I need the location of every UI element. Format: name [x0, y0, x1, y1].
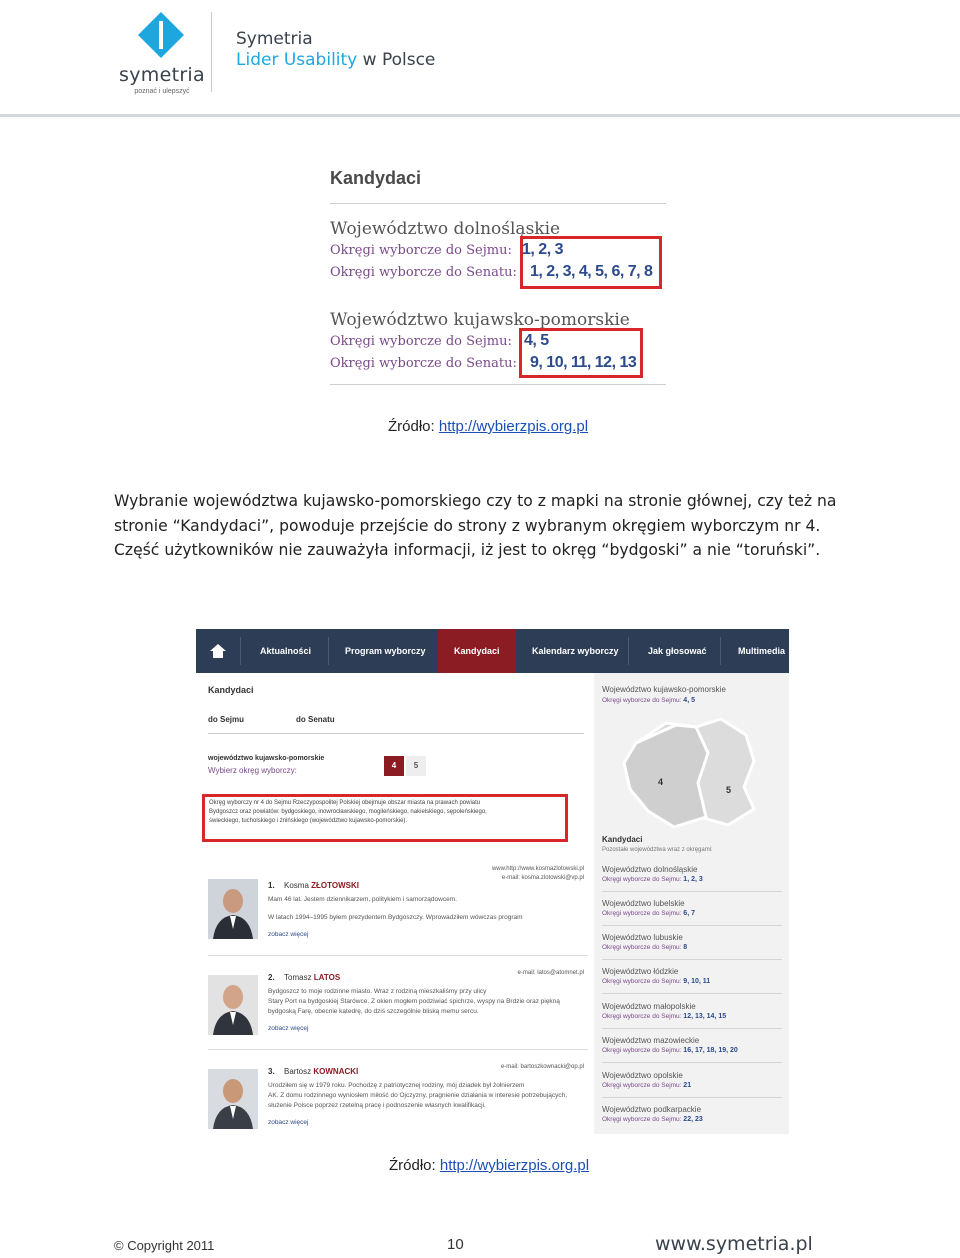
sidebar-region[interactable]: Województwo lubelskie — [602, 899, 685, 908]
paragraph-line: stronie “Kandydaci”, powoduje przejście do strony z wybranym okręgiem wyborczym nr 4. — [114, 516, 821, 535]
nav-jak-glosowac[interactable]: Jak głosować — [648, 646, 707, 656]
candidate-rule — [208, 955, 588, 956]
sidebar-region-districts — [602, 1013, 726, 1020]
sidebar-current-region: Województwo kujawsko-pomorskie — [602, 685, 726, 694]
see-more-link[interactable]: zobacz więcej — [268, 1025, 309, 1032]
candidate-bio-line: Stary Port na bydgoskiej Starówce. Z okien mogłem podziwiać spichrze, wyspy na Brdzie oraz piękną bydgoską Farę, obecnie katedrę, do dziś szczególnie bliską memu sercu. — [268, 998, 560, 1015]
highlight-box — [202, 794, 568, 842]
figure1-region-2-senat-nums: 9, 10, 11, 12, 13 — [530, 354, 637, 371]
sidebar-rule — [602, 1062, 782, 1063]
sidebar-nums[interactable]: 22, 23 — [683, 1116, 703, 1123]
nav-aktualnosci[interactable]: Aktualności — [260, 646, 312, 656]
district-info-line: świeckiego, tucholskiego i żnińskiego (województwo kujawsko-pomorskie). — [209, 818, 408, 824]
kandydaci-heading: Kandydaci — [208, 685, 254, 695]
candidate-mail[interactable]: e-mail: kosma.zlotowski@vp.pl — [501, 875, 584, 881]
logo-tagline: poznać i ulepszyć — [134, 88, 190, 95]
highlight-box — [519, 328, 643, 378]
candidate-contact — [518, 969, 584, 978]
figure1-region-2: Województwo kujawsko-pomorskie — [330, 310, 630, 330]
sidebar-label: Okręgi wyborcze do Sejmu: — [602, 1047, 682, 1054]
sidebar-region-districts — [602, 1116, 703, 1123]
screenshot-district-page — [196, 629, 789, 1134]
nav-separator — [720, 637, 721, 665]
candidate-web[interactable]: www.http://www.kosmazlotowski.pl — [491, 866, 584, 872]
sidebar-rule — [602, 959, 782, 960]
candidate-bio — [268, 987, 584, 1017]
sidebar-region[interactable]: Województwo opolskie — [602, 1071, 683, 1080]
sidebar-region-districts — [602, 978, 710, 985]
nav-multimedia[interactable]: Multimedia — [738, 646, 786, 656]
district-button-5[interactable]: 5 — [406, 756, 426, 776]
candidate-first-name: Bartosz — [284, 1067, 312, 1076]
sidebar-nums[interactable]: 4, 5 — [683, 697, 695, 704]
candidate-photo — [208, 975, 258, 1035]
footer-website[interactable]: www.symetria.pl — [655, 1233, 813, 1255]
candidate-bio-line: Bydgoszcz to moje rodzinne miasto. Wraz z rodziną mieszkaliśmy przy ulicy — [268, 988, 487, 995]
sidebar-region[interactable]: Województwo mazowieckie — [602, 1036, 700, 1045]
candidate-number: 2. — [268, 973, 275, 982]
screenshot-kandydaci — [326, 162, 671, 392]
sidebar-nums[interactable]: 9, 10, 11 — [683, 978, 711, 985]
nav-separator — [328, 637, 329, 665]
sidebar-region-districts — [602, 944, 687, 951]
candidate-contact — [501, 1063, 584, 1072]
nav-kalendarz[interactable]: Kalendarz wyborczy — [532, 646, 619, 656]
candidate-first-name: Tomasz — [284, 973, 312, 982]
candidate-surname: ZŁOTOWSKI — [311, 881, 359, 890]
source-link[interactable]: http://wybierzpis.org.pl — [439, 1157, 590, 1174]
candidate-first-name: Kosma — [284, 881, 309, 890]
figure1-rule — [330, 203, 666, 204]
sidebar-region-districts — [602, 1082, 691, 1089]
top-navigation — [196, 629, 789, 673]
sidebar-label: Okręgi wyborcze do Sejmu: — [602, 1116, 682, 1123]
sidebar-label: Okręgi wyborcze do Sejmu: — [602, 876, 682, 883]
sidebar-region[interactable]: Województwo łódzkie — [602, 967, 679, 976]
body-paragraph — [114, 489, 874, 563]
sidebar-rule — [602, 1028, 782, 1029]
candidate-name — [284, 973, 340, 982]
candidate-bio-line: W latach 1994–1995 byłem prezydentem Bydgoszczy. Wprowadziłem wówczas program — [268, 914, 523, 921]
figure1-region-1-sejm-label: Okręgi wyborcze do Sejmu: — [330, 243, 512, 258]
sidebar-region[interactable]: Województwo lubuskie — [602, 933, 683, 942]
sidebar-list-subtitle: Pozostałe województwa wraz z okręgami: — [602, 847, 713, 853]
district-content — [196, 673, 594, 1134]
sidebar-rule — [602, 993, 782, 994]
district-button-4[interactable]: 4 — [384, 756, 404, 776]
region-map[interactable] — [616, 713, 766, 833]
sidebar-region[interactable]: Województwo małopolskie — [602, 1002, 696, 1011]
brand-name: Symetria — [236, 29, 313, 49]
source-label: Źródło: — [389, 1157, 436, 1174]
candidate-surname: KOWNACKI — [313, 1067, 359, 1076]
candidate-name — [284, 881, 359, 890]
candidate-bio — [268, 1081, 584, 1111]
sidebar-nums[interactable]: 8 — [683, 944, 688, 951]
district-info-line: Okręg wyborczy nr 4 do Sejmu Rzeczypospolitej Polskiej obejmuje obszar miasta na prawach powiatu — [209, 800, 481, 806]
sidebar-label: Okręgi wyborcze do Sejmu: — [602, 697, 682, 704]
candidate-bio-line: AK. Z domu rodzinnego wyniosłem miłość do Ojczyzny, pragnienie działania w interesie potrzebujących, służenie Polsce poprzez rzetelną pracę i podnoszenie własnych kwalifikacji. — [268, 1092, 568, 1109]
sidebar-rule — [602, 925, 782, 926]
candidate-number: 3. — [268, 1067, 275, 1076]
candidate-photo — [208, 879, 258, 939]
symetria-logo — [116, 8, 208, 98]
sidebar-nums[interactable]: 12, 13, 14, 15 — [683, 1013, 727, 1020]
header-rule — [0, 114, 960, 117]
sidebar-nums[interactable]: 6, 7 — [683, 910, 695, 917]
map-label-5: 5 — [726, 785, 732, 795]
figure1-region-2-sejm-label: Okręgi wyborcze do Sejmu: — [330, 334, 512, 349]
candidate-contact — [492, 865, 584, 883]
figure1-region-1-sejm-nums: 1, 2, 3 — [522, 241, 563, 258]
sidebar-region[interactable]: Województwo dolnośląskie — [602, 865, 698, 874]
sidebar-nums[interactable]: 1, 2, 3 — [683, 876, 703, 883]
sidebar-region-districts — [602, 876, 703, 883]
tabs-rule — [208, 733, 584, 734]
header-divider — [211, 12, 212, 92]
figure1-region-2-senat-label: Okręgi wyborcze do Senatu: — [330, 356, 517, 371]
nav-separator — [240, 637, 241, 665]
figure1-rule — [330, 384, 666, 385]
sidebar-label: Okręgi wyborcze do Sejmu: — [602, 1082, 682, 1089]
sidebar-label: Okręgi wyborcze do Sejmu: — [602, 944, 682, 951]
figure1-title: Kandydaci — [330, 168, 422, 188]
candidate-mail[interactable]: e-mail: bartoszkownacki@op.pl — [500, 1064, 584, 1070]
sidebar-label: Okręgi wyborcze do Sejmu: — [602, 1013, 682, 1020]
candidate-bio-line: Urodziłem się w 1979 roku. Pochodzę z patriotycznej rodziny, mój dziadek był żołnierzem — [268, 1082, 525, 1089]
tab-senat[interactable]: do Senatu — [296, 715, 335, 724]
sidebar-region-districts — [602, 910, 695, 917]
district-info-line: Bydgoszcz oraz powiatów: bydgoskiego, inowrocławskiego, mogileńskiego, nakielskiego, sępoleńskiego, — [209, 809, 487, 815]
paragraph-line: Część użytkowników nie zauważyła informacji, iż jest to okręg “bydgoski” a nie “toruński”. — [114, 541, 821, 559]
figure1-region-1-senat-nums: 1, 2, 3, 4, 5, 6, 7, 8 — [530, 263, 653, 280]
nav-kandydaci[interactable]: Kandydaci — [438, 629, 516, 673]
sidebar-region-districts — [602, 1047, 738, 1054]
sidebar-rule — [602, 891, 782, 892]
logo-wordmark: symetria — [119, 64, 205, 86]
candidate-bio-line: Mam 46 lat. Jestem dziennikarzem, politykiem i samorządowcem. — [268, 896, 457, 903]
sidebar-region[interactable]: Województwo podkarpackie — [602, 1105, 702, 1114]
person-icon — [208, 1069, 258, 1129]
candidate-name — [284, 1067, 358, 1076]
figure1-region-2-sejm-nums: 4, 5 — [524, 332, 549, 349]
sidebar-label: Okręgi wyborcze do Sejmu: — [602, 978, 682, 985]
logo-diamond-icon — [138, 12, 184, 58]
sidebar-label: Okręgi wyborcze do Sejmu: — [602, 910, 682, 917]
candidate-bio — [268, 895, 584, 923]
figure2-source — [389, 1157, 589, 1174]
brand-slogan-part2: w Polsce — [362, 50, 436, 70]
district-sidebar — [594, 673, 789, 1134]
candidate-photo — [208, 1069, 258, 1129]
candidate-surname: LATOS — [313, 973, 341, 982]
nav-separator — [628, 637, 629, 665]
person-icon — [208, 975, 258, 1035]
person-icon — [208, 879, 258, 939]
sidebar-rule — [602, 1097, 782, 1098]
tab-sejm[interactable]: do Sejmu — [208, 715, 245, 724]
footer-page-number: 10 — [447, 1236, 464, 1253]
candidate-rule — [208, 1049, 588, 1050]
brand-slogan — [236, 50, 435, 70]
sidebar-nums[interactable]: 21 — [683, 1082, 692, 1089]
footer-copyright: © Copyright 2011 — [114, 1238, 215, 1253]
map-label-4: 4 — [658, 777, 664, 787]
figure1-region-1-senat-label: Okręgi wyborcze do Senatu: — [330, 265, 517, 280]
sidebar-nums[interactable]: 16, 17, 18, 19, 20 — [683, 1047, 738, 1054]
brand-slogan-part1: Lider Usability — [236, 50, 358, 70]
sidebar-current-districts — [602, 697, 695, 704]
nav-program[interactable]: Program wyborczy — [345, 646, 426, 656]
candidate-mail[interactable]: e-mail: latos@atomnet.pl — [517, 970, 584, 976]
region-name: województwo kujawsko-pomorskie — [208, 755, 325, 762]
see-more-link[interactable]: zobacz więcej — [268, 1119, 309, 1126]
figure1-region-1: Województwo dolnośląskie — [330, 219, 561, 239]
choose-district-label: Wybierz okręg wyborczy: — [208, 766, 297, 775]
sidebar-list-title: Kandydaci — [602, 835, 643, 844]
see-more-link[interactable]: zobacz więcej — [268, 931, 309, 938]
figure1-source — [388, 418, 588, 435]
highlight-box — [520, 236, 662, 289]
paragraph-line: Wybranie województwa kujawsko-pomorskiego czy to z mapki na stronie głównej, czy też na — [114, 492, 837, 510]
candidate-number: 1. — [268, 881, 275, 890]
source-link[interactable]: http://wybierzpis.org.pl — [438, 418, 589, 435]
source-label: Źródło: — [388, 418, 435, 435]
home-icon[interactable] — [210, 644, 226, 658]
